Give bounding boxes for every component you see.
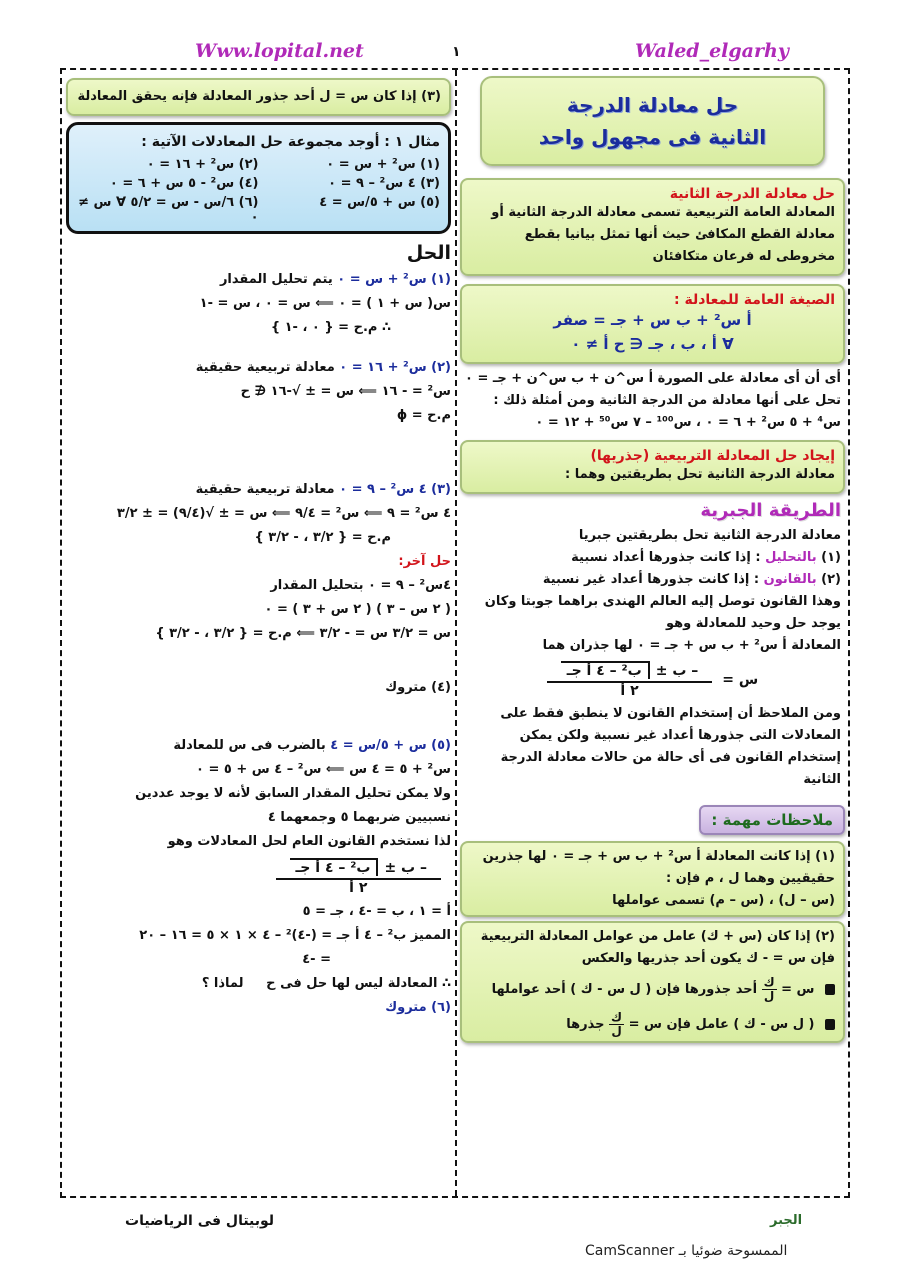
note1-line: حقيقيين وهما ل ، م فإن :: [666, 871, 835, 886]
fraction: $\frac{\text{ك}}{\text{ل}}$: [611, 1010, 623, 1038]
algebraic-method: [460, 494, 845, 791]
quadratic-formula: [464, 661, 841, 699]
method1-number: (١): [821, 550, 841, 565]
bullet-2: ( ل س - ك ) عامل فإن س = $\frac{\text{ك}}{\text{ل}}$ جذرها: [470, 1011, 835, 1038]
method-factoring: [464, 547, 841, 569]
left-column: [66, 74, 451, 1020]
title-box: [480, 76, 825, 166]
square-bullet-icon: [825, 1019, 835, 1030]
find-roots-box: [460, 440, 845, 494]
general-form-condition: ∀ أ ، ب ، جـ ∈ ح أ ≠ ٠: [571, 335, 734, 353]
solution-heading: الحل: [406, 242, 451, 264]
column-divider: [455, 70, 457, 1196]
formula-fraction: [547, 661, 712, 699]
note-line: تحل على أنها معادلة من الدرجة الثانية ومن أمثلة ذلك :: [493, 393, 841, 408]
find-roots-heading: إيجاد حل المعادلة التربيعية (جذريها): [590, 448, 835, 464]
general-form-heading: الصيغة العامة للمعادلة :: [674, 292, 835, 308]
camscanner-watermark: الممسوحة ضوئيا بـ CamScanner: [585, 1243, 788, 1259]
example-heading: مثال ١ : أوجد مجموعة حل المعادلات الآتية :: [141, 134, 440, 150]
intro-text: المعادلة العامة التربيعية تسمى معادلة الدرجة الثانية أو معادلة القطع المكافئ حيث أنها تمثل بيانيا بقطع مخروطى له فرعان متكافئان: [491, 205, 835, 264]
footer-subject: الجبر: [770, 1213, 803, 1228]
note-line: س⁴ + ٥ س² + ٦ = ٠ ، س¹⁰⁰ – ٧ س⁵⁰ + ١٢ = ٠: [535, 415, 841, 430]
top-note-box: [66, 78, 451, 116]
example-item: (٦) ٦/س - س = ٥/٢ ∀ س ≠ ٠: [78, 195, 259, 225]
note-line: أى أن أى معادلة على الصورة أ س^ن + ب س^ن + جـ = ٠: [465, 371, 841, 386]
general-form-notes: [460, 364, 845, 434]
formula-sqrt: ب² – ٤ أ جـ: [561, 661, 650, 679]
solution-1: (١) س² + س = ٠ يتم تحليل المقدار س( س + ١ ) = ٠ ⟸ س = ٠ ، س = -١ ∴ م.ح = { ٠ ، -١ }: [199, 272, 451, 335]
general-form-equation: أ س² + ب س + جـ = صفر: [553, 311, 752, 329]
formula-lhs: س =: [722, 672, 759, 688]
square-bullet-icon: [825, 984, 835, 995]
author-name: Waled_elgarhy: [635, 40, 789, 62]
formula-denominator: ٢ أ: [620, 683, 639, 699]
example-list: [77, 157, 440, 225]
note1-box: [460, 841, 845, 917]
solution-4: (٤) متروك: [385, 680, 451, 695]
solution-5: (٥) س + ٥/س = ٤ بالضرب فى س للمعادلة س² + ٥ = ٤ س ⟸ س² – ٤ س + ٥ = ٠ ولا يمكن تحليل المقدار السابق لأنه لا يوجد عددين نسبيين ضربهما ٥ وجمعهما ٤ لذا نستخدم القانون العام لحل المعادلات وهو – ب ± ب² – ٤ أ جـ ٢ أ أ = ١ ، ب = -٤ ، جـ = ٥ المميز ب² – ٤ أ جـ = (-٤)² – ٤ × ١ × ٥ = ١٦ – ٢٠ = -٤ ∴ المعادلة ليس لها حل فى ح لماذا ؟: [66, 734, 451, 996]
example-item: (٣) ٤ س² – ٩ = ٠: [328, 176, 440, 191]
solution-2: (٢) س² + ١٦ = ٠ معادلة تربيعية حقيقية س² = - ١٦ ⟸ س = ± √-١٦ ∉ ح م.ح = ϕ: [195, 360, 451, 423]
formula-note: ومن الملاحظ أن إستخدام القانون لا ينطبق فقط على المعادلات التى جذورها أعداد غير نسبية ولكن يمكن إستخدام القانون فى أى حالة من حالات معادلة الدرجة الثانية: [500, 706, 841, 787]
site-url: Www.lopital.net: [195, 40, 364, 62]
solution-6: (٦) متروك: [385, 1000, 451, 1015]
example-box: [66, 122, 451, 234]
find-roots-text: معادلة الدرجة الثانية تحل بطريقتين وهما :: [565, 467, 835, 482]
solution-3: (٣) ٤ س² – ٩ = ٠ معادلة تربيعية حقيقية ٤ س² = ٩ ⟸ س² = ٩/٤ ⟸ س = ± √(٩/٤) = ± ٣/٢ م.ح = { ٣/٢ ، - ٣/٢ } حل آخر: ٤س² – ٩ = ٠ بتحليل المقدار ( ٢ س – ٣ ) ( ٢ س + ٣ ) = ٠ س = ٣/٢ س = - ٣/٢ ⟸ م.ح = { ٣/٢ ، - ٣/٢ }: [66, 478, 451, 646]
right-column: [460, 74, 845, 1043]
title-line-2: الثانية فى مجهول واحد: [538, 125, 767, 149]
bullet-1: س = $\frac{\text{ك}}{\text{ل}}$ أحد جذورها فإن ( ل س - ك ) أحد عواملها: [470, 976, 835, 1003]
equation-line: المعادلة أ س² + ب س + جـ = ٠ لها جذران هما: [542, 638, 841, 653]
algebraic-intro: معادلة الدرجة الثانية تحل بطريقتين جبريا: [578, 528, 841, 543]
note1-line: (١) إذا كانت المعادلة أ س² + ب س + جـ = ٠ لها جذرين: [482, 849, 835, 864]
page-number: ١: [452, 44, 461, 60]
method2-label: بالقانون: [763, 572, 817, 587]
example-item: (٤) س² - ٥ س + ٦ = ٠: [109, 176, 259, 191]
important-notes-tag: ملاحظات مهمة :: [699, 805, 845, 835]
history-text: وهذا القانون توصل إليه العالم الهندى براهما جوبتا وكان يوجد حل وحيد للمعادلة وهو: [484, 594, 841, 631]
top-note: (٣) إذا كان س = ل أحد جذور المعادلة فإنه يحقق المعادلة: [77, 89, 441, 104]
intro-box: [460, 178, 845, 276]
example-item: (٢) س² + ١٦ = ٠: [146, 157, 259, 172]
fraction: $\frac{\text{ك}}{\text{ل}}$: [763, 975, 775, 1003]
method1-label: بالتحليل: [765, 550, 817, 565]
example-item: (٥) س + ٥/س = ٤: [319, 195, 440, 210]
note2-line: فإن س = - ك يكون أحد جذريها والعكس: [581, 951, 835, 966]
title-line-1: حل معادلة الدرجة: [566, 93, 739, 117]
note2-line: (٢) إذا كان (س + ك) عامل من عوامل المعادلة التربيعية: [480, 929, 835, 944]
example-item: (١) س² + س = ٠: [326, 157, 440, 172]
method-formula: [464, 569, 841, 591]
footer-brand: لوبيتال فى الرياضيات: [125, 1213, 275, 1229]
formula-numerator: – ب ±: [655, 663, 699, 679]
general-form-box: [460, 284, 845, 364]
notes-tag-row: [460, 805, 845, 835]
intro-heading: حل معادلة الدرجة الثانية: [669, 186, 835, 202]
note1-line: (س – ل) ، (س – م) تسمى عواملها: [612, 893, 835, 908]
method1-text: : إذا كانت جذورها أعداد نسبية: [571, 550, 761, 565]
note2-box: [460, 921, 845, 1043]
algebraic-method-heading: الطريقة الجبرية: [700, 500, 841, 521]
method2-number: (٢): [821, 572, 841, 587]
quadratic-formula: – ب ± ب² – ٤ أ جـ ٢ أ: [66, 858, 451, 896]
alt-solution-heading: حل آخر:: [398, 554, 451, 569]
method2-text: : إذا كانت جذورها أعداد غير نسبية: [542, 572, 760, 587]
